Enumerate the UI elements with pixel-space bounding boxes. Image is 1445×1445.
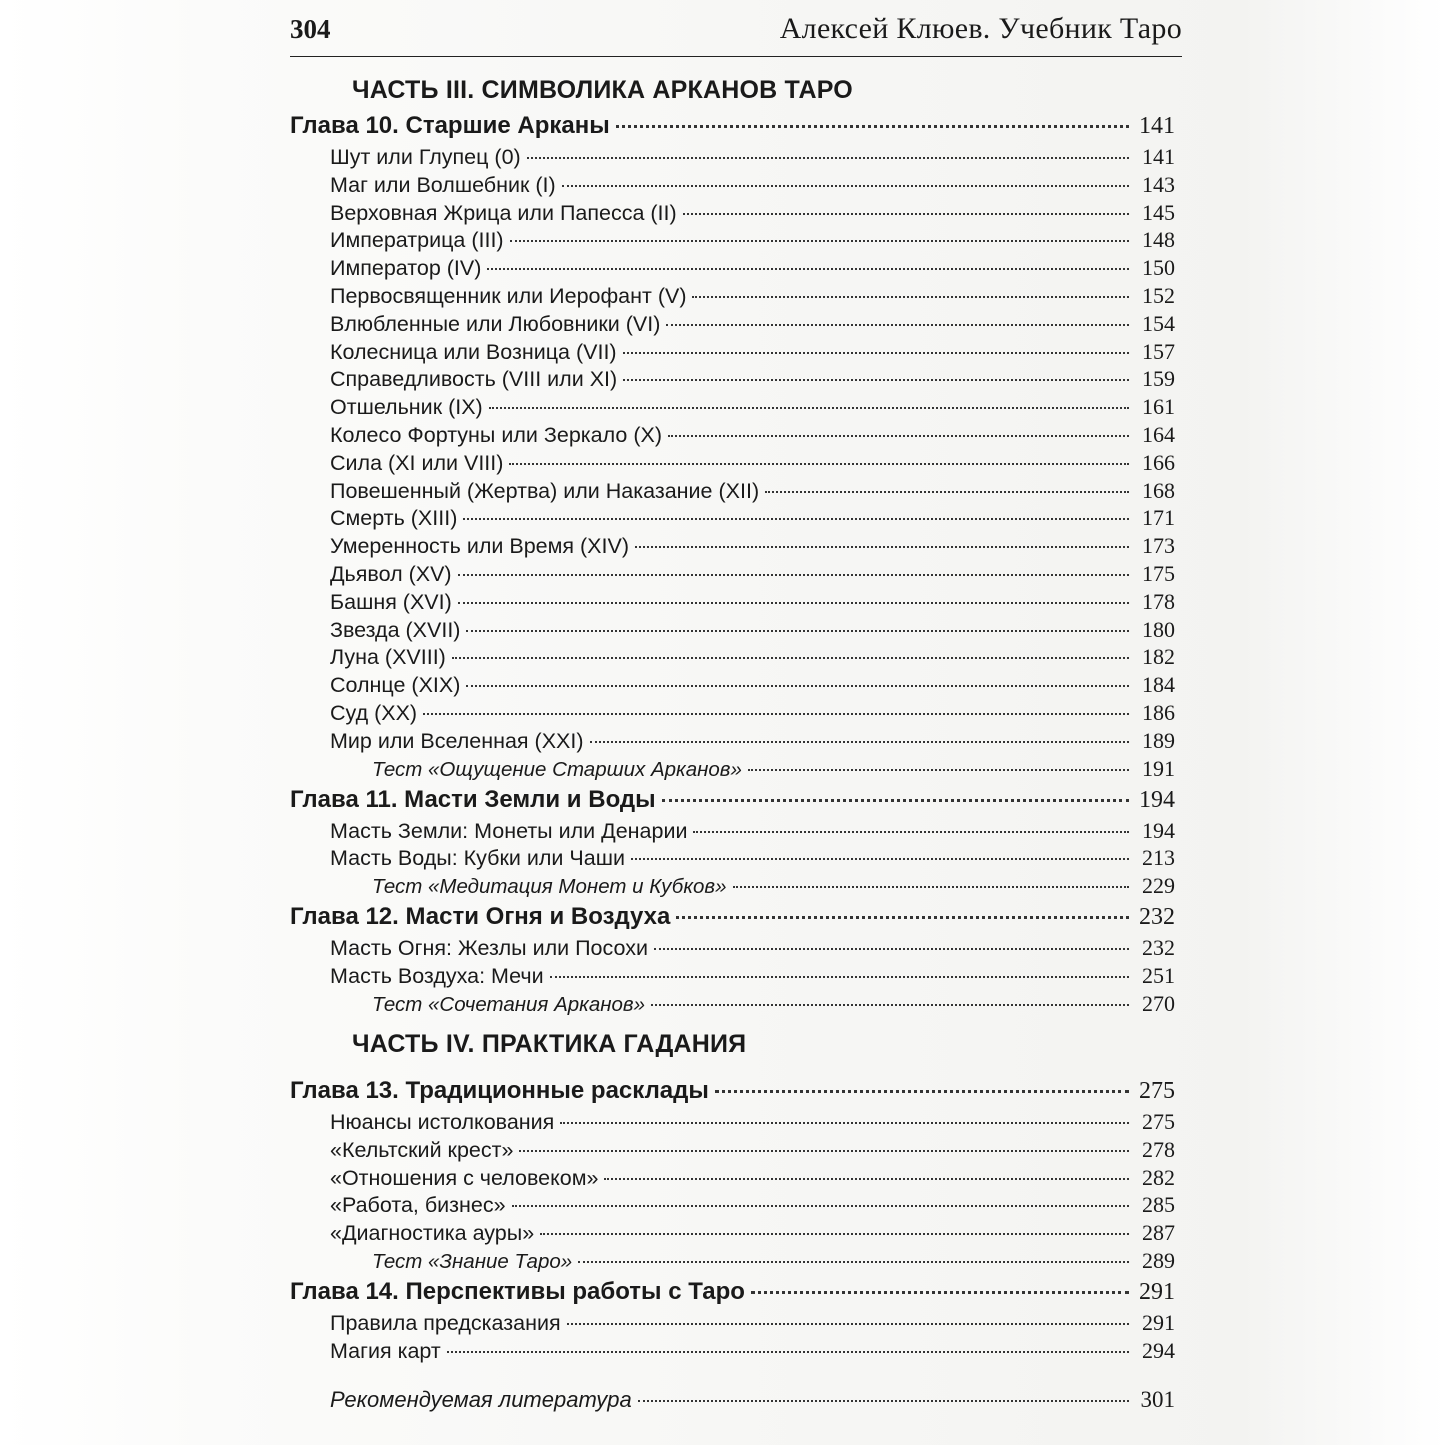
toc-chapter — [290, 900, 1175, 934]
toc-entry — [290, 1309, 1175, 1337]
toc-page-number: 291 — [1139, 1278, 1175, 1305]
dot-leader — [562, 185, 1129, 187]
toc-entry — [290, 365, 1175, 393]
toc-entry-title: Верховная Жрица или Папесса (II) — [330, 200, 677, 225]
toc-page-number: 178 — [1142, 588, 1175, 614]
dot-leader — [631, 858, 1129, 860]
toc-entry-title: Сила (XI или VIII) — [330, 450, 504, 475]
toc-entry — [290, 1337, 1175, 1365]
page-header — [290, 12, 1182, 57]
toc-entry-title: Солнце (XIX) — [330, 673, 461, 698]
part-title: ЧАСТЬ III. СИМВОЛИКА АРКАНОВ ТАРО — [352, 76, 853, 104]
toc-test-title: Тест «Ощущение Старших Арканов» — [372, 757, 742, 781]
dot-leader — [512, 1205, 1129, 1207]
dot-leader — [751, 1291, 1129, 1294]
toc-entry — [290, 338, 1175, 366]
toc-entry-title: Масть Огня: Жезлы или Посохи — [330, 936, 648, 961]
toc-section-part3 — [290, 109, 1175, 1018]
toc-page-number: 175 — [1142, 560, 1175, 586]
dot-leader — [489, 407, 1129, 409]
toc-test-title: Тест «Медитация Монет и Кубков» — [372, 875, 727, 899]
dot-leader — [458, 574, 1129, 576]
toc-entry-title: Императрица (III) — [330, 228, 504, 253]
toc-page-number: 289 — [1142, 1247, 1175, 1273]
toc-entry — [290, 844, 1175, 872]
toc-test-title: Тест «Сочетания Арканов» — [372, 992, 646, 1016]
toc-entry — [290, 560, 1175, 588]
toc-test-title: Тест «Знание Таро» — [372, 1249, 573, 1273]
toc-page-number: 166 — [1142, 449, 1175, 475]
dot-leader — [423, 713, 1129, 715]
toc-entry — [290, 477, 1175, 505]
toc-page-number: 186 — [1142, 699, 1175, 725]
toc-page-number: 152 — [1142, 282, 1175, 308]
dot-leader — [540, 1233, 1129, 1235]
toc-page-number: 275 — [1142, 1109, 1175, 1134]
dot-leader — [651, 1004, 1129, 1006]
toc-page-number: 251 — [1142, 962, 1175, 988]
dot-leader — [666, 324, 1129, 326]
toc-entry-title: Масть Воздуха: Мечи — [330, 963, 544, 988]
toc-page-number: 182 — [1142, 644, 1175, 670]
toc-chapter-title: Глава 14. Перспективы работы с Таро — [290, 1277, 745, 1305]
toc-entry-title: Умеренность или Время (XIV) — [330, 534, 629, 559]
toc-entry-title: Влюбленные или Любовники (VI) — [330, 311, 661, 336]
running-title: Алексей Клюев. Учебник Таро — [779, 12, 1182, 45]
toc-literature-entry — [330, 1382, 1175, 1418]
dot-leader — [668, 435, 1129, 437]
toc-entry-title: «Работа, бизнес» — [330, 1193, 506, 1218]
toc-page-number: 145 — [1142, 199, 1175, 225]
toc-chapter-title: Глава 12. Масти Огня и Воздуха — [290, 903, 671, 931]
dot-leader — [623, 352, 1129, 354]
toc-page-number: 157 — [1142, 338, 1175, 364]
part-title: ЧАСТЬ IV. ПРАКТИКА ГАДАНИЯ — [352, 1030, 747, 1058]
toc-test-entry — [290, 1247, 1175, 1275]
toc-entry-title: Отшельник (IX) — [330, 395, 483, 420]
toc-chapter — [290, 109, 1175, 143]
dot-leader — [692, 296, 1129, 298]
toc-page-number: 189 — [1142, 727, 1175, 753]
toc-entry-title: Колесо Фортуны или Зеркало (X) — [330, 422, 663, 447]
toc-page-number: 171 — [1142, 505, 1175, 531]
toc-page-number: 143 — [1142, 171, 1175, 197]
toc-entry-title: Магия карт — [330, 1338, 441, 1363]
toc-entry — [290, 1108, 1175, 1136]
toc-page-number: 232 — [1142, 935, 1175, 961]
toc-entry-title: Луна (XVIII) — [330, 645, 446, 670]
toc-test-entry — [290, 755, 1175, 783]
toc-entry — [290, 1219, 1175, 1247]
toc-entry — [290, 671, 1175, 699]
toc-entry-title: Повешенный (Жертва) или Наказание (XII) — [330, 478, 760, 503]
toc-entry — [290, 962, 1175, 990]
toc-page-number: 294 — [1142, 1337, 1175, 1363]
toc-test-entry — [290, 990, 1175, 1018]
toc-page-number: 154 — [1142, 310, 1175, 336]
toc-entry — [290, 421, 1175, 449]
dot-leader — [733, 886, 1130, 888]
toc-page-number: 168 — [1142, 477, 1175, 503]
toc-entry — [290, 1136, 1175, 1164]
toc-entry-title: Смерть (XIII) — [330, 506, 458, 531]
toc-entry — [290, 699, 1175, 727]
page-number: 304 — [290, 14, 331, 44]
toc-page-number: 194 — [1142, 817, 1175, 843]
toc-entry-title: Шут или Глупец (0) — [330, 145, 521, 169]
toc-entry-title: «Отношения с человеком» — [330, 1165, 599, 1190]
toc-entry-title: Звезда (XVII) — [330, 617, 461, 642]
toc-page-number: 161 — [1142, 394, 1175, 420]
toc-page-number: 287 — [1142, 1220, 1175, 1246]
toc-entry-title: Масть Земли: Монеты или Денарии — [330, 818, 688, 843]
toc-page-number: 285 — [1142, 1192, 1175, 1218]
toc-entry-title: Колесница или Возница (VII) — [330, 339, 617, 364]
toc-entry-title: Император (IV) — [330, 256, 482, 281]
dot-leader — [623, 379, 1129, 381]
dot-leader — [590, 741, 1129, 743]
toc-entry-title: Масть Воды: Кубки или Чаши — [330, 846, 625, 871]
toc-entry-title: Правила предсказания — [330, 1310, 561, 1335]
dot-leader — [578, 1261, 1129, 1263]
toc-entry — [290, 199, 1175, 227]
dot-leader — [487, 268, 1129, 270]
dot-leader — [765, 491, 1129, 493]
toc-entry-title: «Диагностика ауры» — [330, 1221, 535, 1246]
toc-entry — [290, 504, 1175, 532]
toc-test-entry — [290, 872, 1175, 900]
toc-entry — [290, 934, 1175, 962]
dot-leader — [510, 240, 1129, 242]
toc-entry — [290, 532, 1175, 560]
toc-entry — [290, 310, 1175, 338]
toc-entry — [290, 817, 1175, 845]
toc-page-number: 159 — [1142, 366, 1175, 392]
dot-leader — [519, 1150, 1129, 1152]
toc-entry — [290, 1164, 1175, 1192]
toc-entry-title: Башня (XVI) — [330, 589, 452, 614]
dot-leader — [550, 976, 1129, 978]
dot-leader — [458, 602, 1129, 604]
dot-leader — [463, 518, 1129, 520]
toc-section-part4 — [290, 1074, 1175, 1365]
toc-entry-title: Мир или Вселенная (XXI) — [330, 728, 584, 753]
toc-chapter — [290, 1074, 1175, 1108]
toc-page-number: 191 — [1142, 755, 1175, 781]
toc-entry-title: Дьявол (XV) — [330, 561, 452, 586]
toc-page-number: 232 — [1139, 904, 1175, 931]
toc-entry-title: Нюансы истолкования — [330, 1110, 555, 1134]
toc-chapter-title: Глава 10. Старшие Арканы — [290, 112, 610, 139]
dot-leader — [604, 1178, 1129, 1180]
dot-leader — [635, 546, 1129, 548]
toc-chapter — [290, 783, 1175, 817]
toc-entry — [290, 727, 1175, 755]
toc-entry — [290, 588, 1175, 616]
toc-page-number: 164 — [1142, 421, 1175, 447]
toc-page-number: 141 — [1142, 144, 1175, 169]
toc-entry-title: Суд (XX) — [330, 700, 418, 725]
toc-entry — [290, 449, 1175, 477]
toc-page-number: 141 — [1139, 113, 1175, 139]
toc-chapter-title: Глава 13. Традиционные расклады — [290, 1077, 709, 1104]
toc-page-number: 282 — [1142, 1164, 1175, 1190]
toc-entry — [290, 282, 1175, 310]
toc-page-number: 275 — [1139, 1078, 1175, 1104]
dot-leader — [527, 157, 1129, 159]
toc-entry-title: Маг или Волшебник (I) — [330, 172, 556, 197]
toc-page-number: 301 — [1140, 1387, 1175, 1412]
toc-page-number: 213 — [1142, 845, 1175, 871]
toc-entry — [290, 143, 1175, 171]
toc-page-number: 148 — [1142, 227, 1175, 253]
toc-page-number: 291 — [1142, 1309, 1175, 1335]
toc-entry — [290, 171, 1175, 199]
dot-leader — [447, 1351, 1129, 1353]
toc-page-number: 270 — [1142, 990, 1175, 1016]
toc-page-number: 173 — [1142, 533, 1175, 559]
toc-page-number: 229 — [1142, 873, 1175, 899]
dot-leader — [567, 1323, 1129, 1325]
toc-page-number: 194 — [1139, 786, 1175, 813]
dot-leader — [638, 1400, 1129, 1402]
toc-entry — [290, 254, 1175, 282]
toc-page-number: 150 — [1142, 255, 1175, 281]
toc-page-number: 180 — [1142, 616, 1175, 642]
toc-entry — [290, 1191, 1175, 1219]
toc-entry-title: Справедливость (VIII или XI) — [330, 367, 618, 392]
toc-page-number: 278 — [1142, 1136, 1175, 1162]
dot-leader — [560, 1122, 1129, 1124]
dot-leader — [683, 213, 1129, 215]
dot-leader — [693, 831, 1129, 833]
dot-leader — [715, 1090, 1129, 1093]
toc-entry-title: «Кельтский крест» — [330, 1137, 514, 1162]
toc-page-number: 184 — [1142, 672, 1175, 698]
dot-leader — [654, 948, 1129, 950]
dot-leader — [616, 125, 1129, 128]
toc-entry — [290, 393, 1175, 421]
dot-leader — [748, 769, 1129, 771]
toc-entry — [290, 643, 1175, 671]
toc-chapter-title: Глава 11. Масти Земли и Воды — [290, 785, 656, 813]
dot-leader — [676, 916, 1129, 919]
dot-leader — [466, 685, 1129, 687]
toc-entry-title: Первосвященник или Иерофант (V) — [330, 283, 687, 308]
dot-leader — [452, 657, 1129, 659]
dot-leader — [466, 630, 1129, 632]
toc-literature-title: Рекомендуемая литература — [330, 1387, 632, 1412]
toc-entry — [290, 226, 1175, 254]
toc-chapter — [290, 1275, 1175, 1309]
dot-leader — [662, 799, 1129, 802]
toc-entry — [290, 616, 1175, 644]
dot-leader — [509, 463, 1129, 465]
